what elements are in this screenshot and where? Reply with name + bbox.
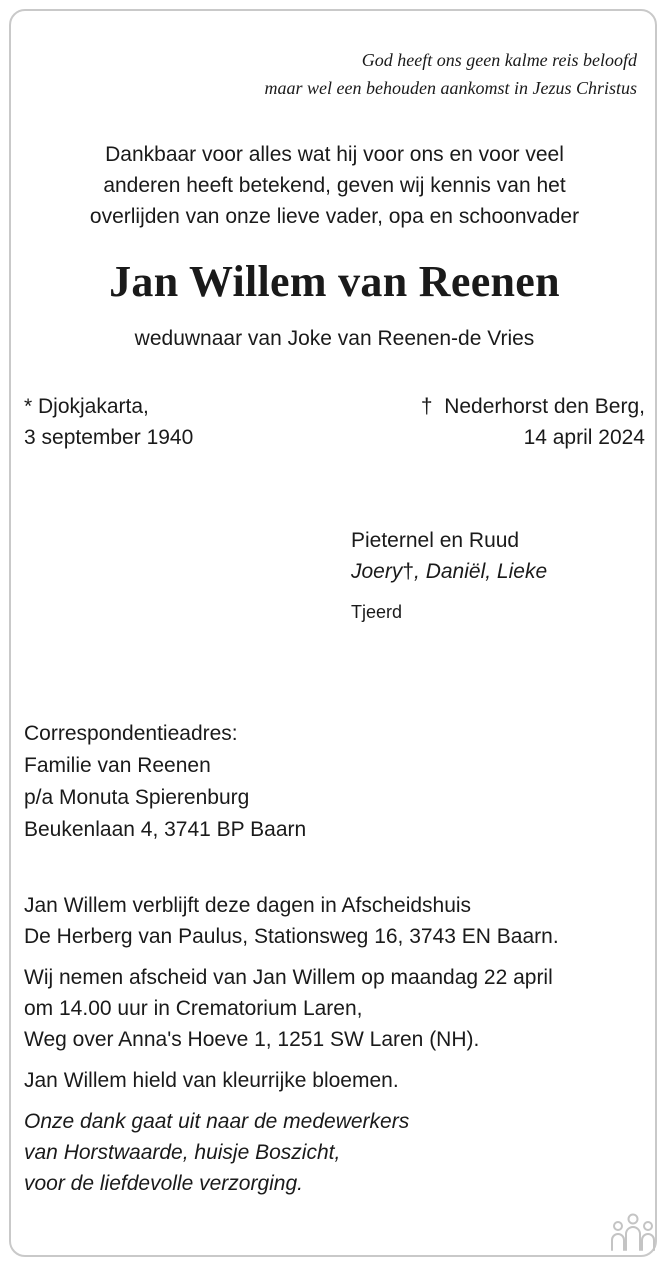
family-line-1: Pieternel en Ruud [351, 529, 520, 552]
farewell-line-2: om 14.00 uur in Crematorium Laren, [24, 997, 363, 1020]
intro-line-3: overlijden van onze lieve vader, opa en schoonvader [89, 205, 580, 228]
thanks-paragraph [24, 1106, 559, 1199]
family-names [351, 525, 547, 628]
farewell-line-1: Wij nemen afscheid van Jan Willem op maandag 22 april [24, 966, 553, 989]
flowers-paragraph: Jan Willem hield van kleurrijke bloemen. [24, 1069, 399, 1092]
grandchildren-rest: , Daniël, Lieke [414, 560, 548, 583]
intro-line-2: anderen heeft betekend, geven wij kennis van het [103, 174, 566, 197]
intro-line-1: Dankbaar voor alles wat hij voor ons en voor veel [105, 143, 564, 166]
farewell-line-3: Weg over Anna's Hoeve 1, 1251 SW Laren (NH). [24, 1028, 480, 1051]
motto-line-1: God heeft ons geen kalme reis beloofd [361, 50, 637, 70]
viewing-paragraph [24, 890, 559, 952]
correspondence-heading: Correspondentieadres: [24, 722, 238, 745]
grandchild-name: Joery [351, 560, 403, 583]
death-info [421, 391, 645, 453]
birth-date: 3 september 1940 [24, 426, 194, 449]
correspondence-line-2: p/a Monuta Spierenburg [24, 786, 250, 809]
cross-symbol: † [402, 560, 415, 583]
correspondence-line-3: Beukenlaan 4, 3741 BP Baarn [24, 818, 307, 841]
thanks-line-1: Onze dank gaat uit naar de medewerkers [24, 1110, 410, 1133]
deceased-name: Jan Willem van Reenen [109, 257, 560, 306]
birth-place: * Djokjakarta, [24, 395, 149, 418]
correspondence-address [24, 718, 306, 846]
people-group-icon [609, 1212, 657, 1252]
intro-text [0, 139, 669, 232]
family-line-3: Tjeerd [351, 602, 403, 622]
viewing-line-1: Jan Willem verblijft deze dagen in Afscheidshuis [24, 894, 472, 917]
correspondence-line-1: Familie van Reenen [24, 754, 211, 777]
death-date: 14 april 2024 [523, 426, 645, 449]
arrangements [24, 890, 559, 1209]
death-place: † Nederhorst den Berg, [420, 395, 645, 418]
birth-info [24, 391, 193, 453]
family-line-2 [351, 556, 547, 587]
farewell-paragraph [24, 962, 559, 1055]
thanks-line-2: van Horstwaarde, huisje Boszicht, [24, 1141, 341, 1164]
widower-line: weduwnaar van Joke van Reenen-de Vries [134, 327, 535, 350]
motto [265, 46, 637, 102]
motto-line-2: maar wel een behouden aankomst in Jezus Christus [264, 78, 637, 98]
thanks-line-3: voor de liefdevolle verzorging. [24, 1172, 303, 1195]
viewing-line-2: De Herberg van Paulus, Stationsweg 16, 3743 EN Baarn. [24, 925, 559, 948]
